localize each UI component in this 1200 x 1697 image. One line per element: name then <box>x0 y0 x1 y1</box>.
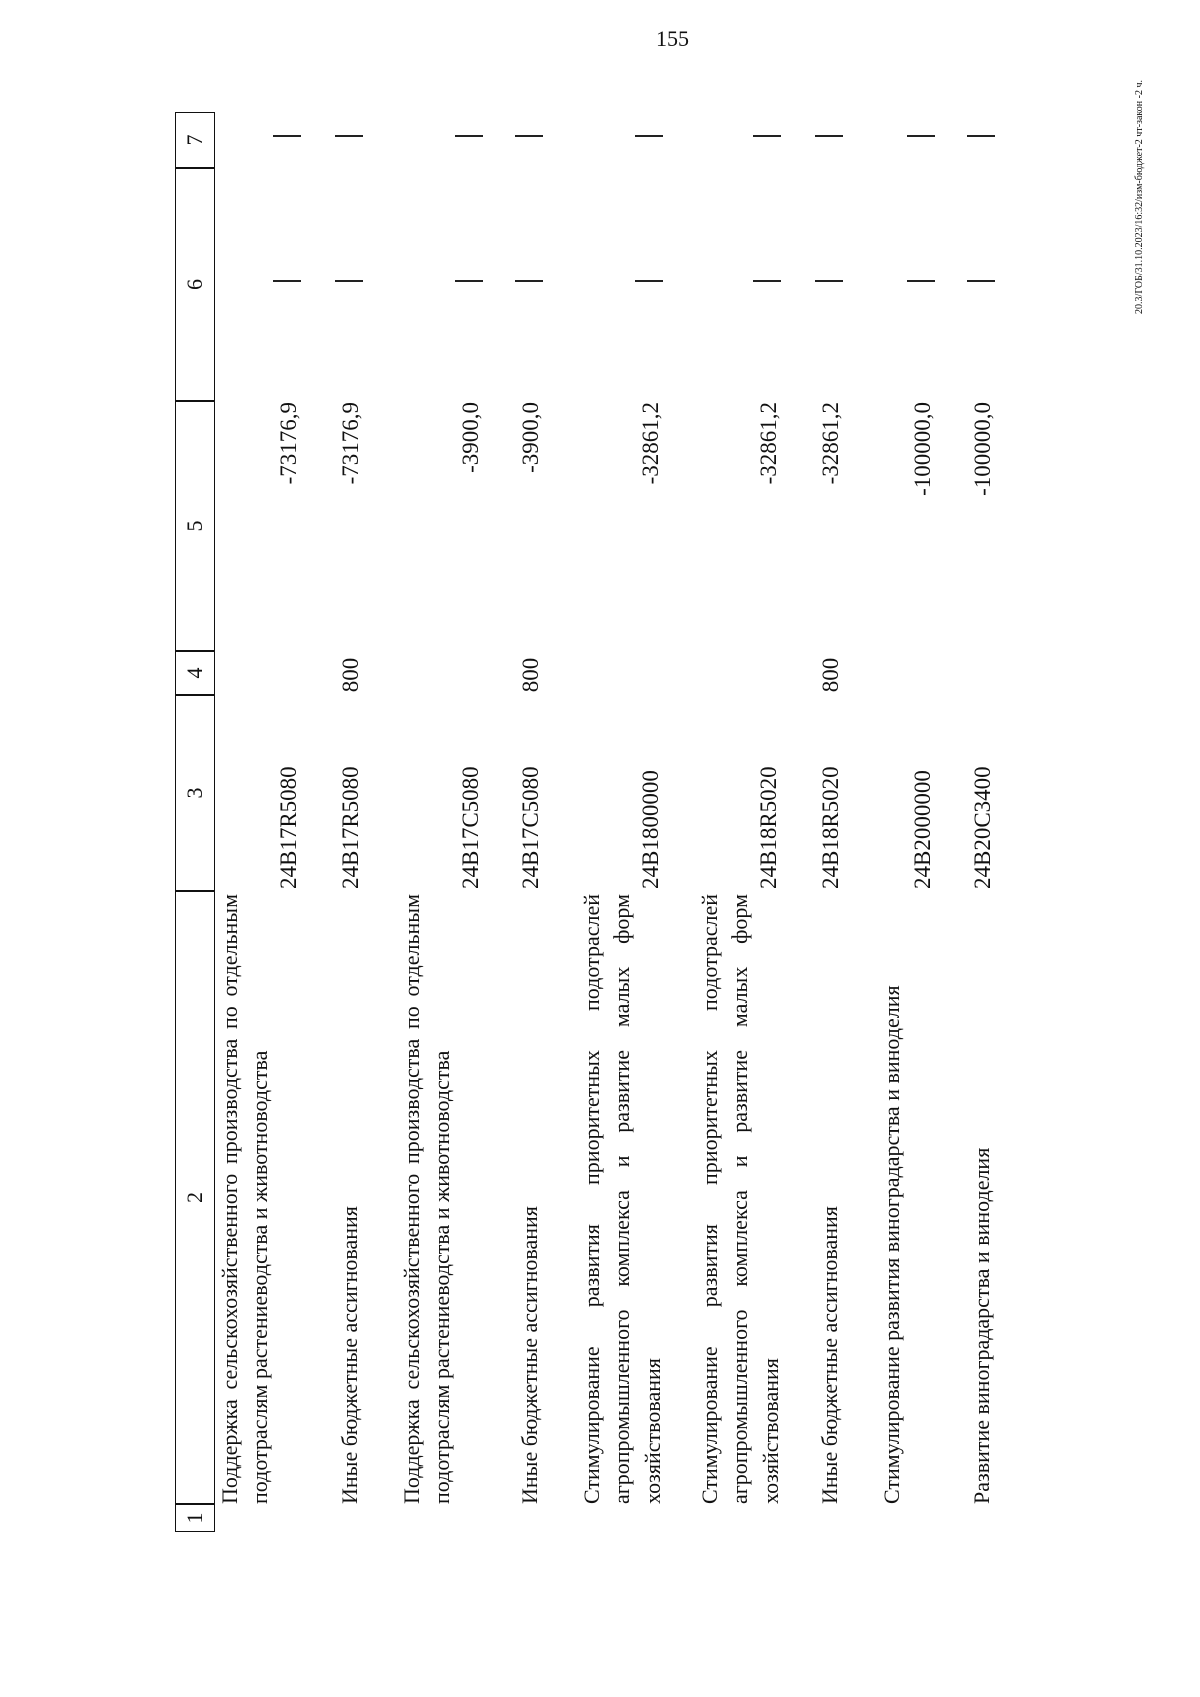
row-amount: -100000,0 <box>910 402 935 496</box>
dash-col6 <box>515 281 543 283</box>
row-name: Поддержка сельскохозяйственного производства по отдельным подотраслям растениеводства и животноводства <box>399 894 455 1504</box>
table-row <box>215 112 335 1532</box>
column-header-4: 4 <box>175 651 215 695</box>
row-name: Развитие виноградарства и виноделия <box>969 1147 994 1504</box>
row-code: 24В2000000 <box>910 770 935 889</box>
table-row <box>577 112 697 1532</box>
row-code: 24В18R5020 <box>756 766 781 889</box>
dash-col6 <box>815 281 843 283</box>
dash-col7 <box>273 136 301 138</box>
column-header-2: 2 <box>175 891 215 1504</box>
dash-col7 <box>907 136 935 138</box>
column-header-7: 7 <box>175 112 215 168</box>
dash-col6 <box>967 281 995 283</box>
column-header-5: 5 <box>175 401 215 651</box>
budget-table <box>175 112 1125 1532</box>
row-amount: -3900,0 <box>458 402 483 473</box>
dash-col6 <box>455 281 483 283</box>
row-code: 24В17R5080 <box>338 766 363 889</box>
row-name: Поддержка сельскохозяйственного производства по отдельным подотраслям растениеводства и животноводства <box>217 894 273 1504</box>
table-row <box>967 112 1087 1532</box>
page-number: 155 <box>656 26 689 51</box>
row-amount: -32861,2 <box>756 402 781 485</box>
row-amount: -32861,2 <box>818 402 843 485</box>
dash-col6 <box>273 281 301 283</box>
dash-col7 <box>455 136 483 138</box>
table-row <box>397 112 517 1532</box>
dash-col7 <box>335 136 363 138</box>
row-name: Иные бюджетные ассигнования <box>817 1206 842 1504</box>
dash-col7 <box>753 136 781 138</box>
row-code: 24В18R5020 <box>818 766 843 889</box>
row-code: 24В17С5080 <box>458 766 483 889</box>
row-code: 24В1800000 <box>638 770 663 889</box>
dash-col7 <box>815 136 843 138</box>
row-name: Стимулирование развития приоритетных подотраслей агропромышленного комплекса и развитие малых форм хозяйствования <box>697 894 783 1504</box>
dash-col6 <box>635 281 663 283</box>
row-code: 24В17С5080 <box>518 766 543 889</box>
row-amount: -73176,9 <box>338 402 363 485</box>
column-header-6: 6 <box>175 168 215 401</box>
row-type: 800 <box>518 657 543 693</box>
row-type: 800 <box>818 657 843 693</box>
dash-col6 <box>907 281 935 283</box>
column-header-1: 1 <box>175 1504 215 1532</box>
document-footer-code: 20.3/ГОБ/31.10.2023/16:32/изм-бюджет-2 чт-закон -2 ч. <box>1134 80 1145 314</box>
dash-col6 <box>335 281 363 283</box>
dash-col6 <box>753 281 781 283</box>
row-name: Иные бюджетные ассигнования <box>337 1206 362 1504</box>
table-row <box>695 112 815 1532</box>
row-amount: -32861,2 <box>638 402 663 485</box>
row-name: Стимулирование развития виноградарства и виноделия <box>879 985 904 1504</box>
row-name: Иные бюджетные ассигнования <box>517 1206 542 1504</box>
row-code: 24В20С3400 <box>970 766 995 889</box>
row-name: Стимулирование развития приоритетных подотраслей агропромышленного комплекса и развитие малых форм хозяйствования <box>579 894 665 1504</box>
dash-col7 <box>967 136 995 138</box>
dash-col7 <box>515 136 543 138</box>
row-amount: -73176,9 <box>276 402 301 485</box>
row-amount: -100000,0 <box>970 402 995 496</box>
dash-col7 <box>635 136 663 138</box>
row-amount: -3900,0 <box>518 402 543 473</box>
row-code: 24В17R5080 <box>276 766 301 889</box>
column-header-3: 3 <box>175 695 215 891</box>
row-type: 800 <box>338 657 363 693</box>
